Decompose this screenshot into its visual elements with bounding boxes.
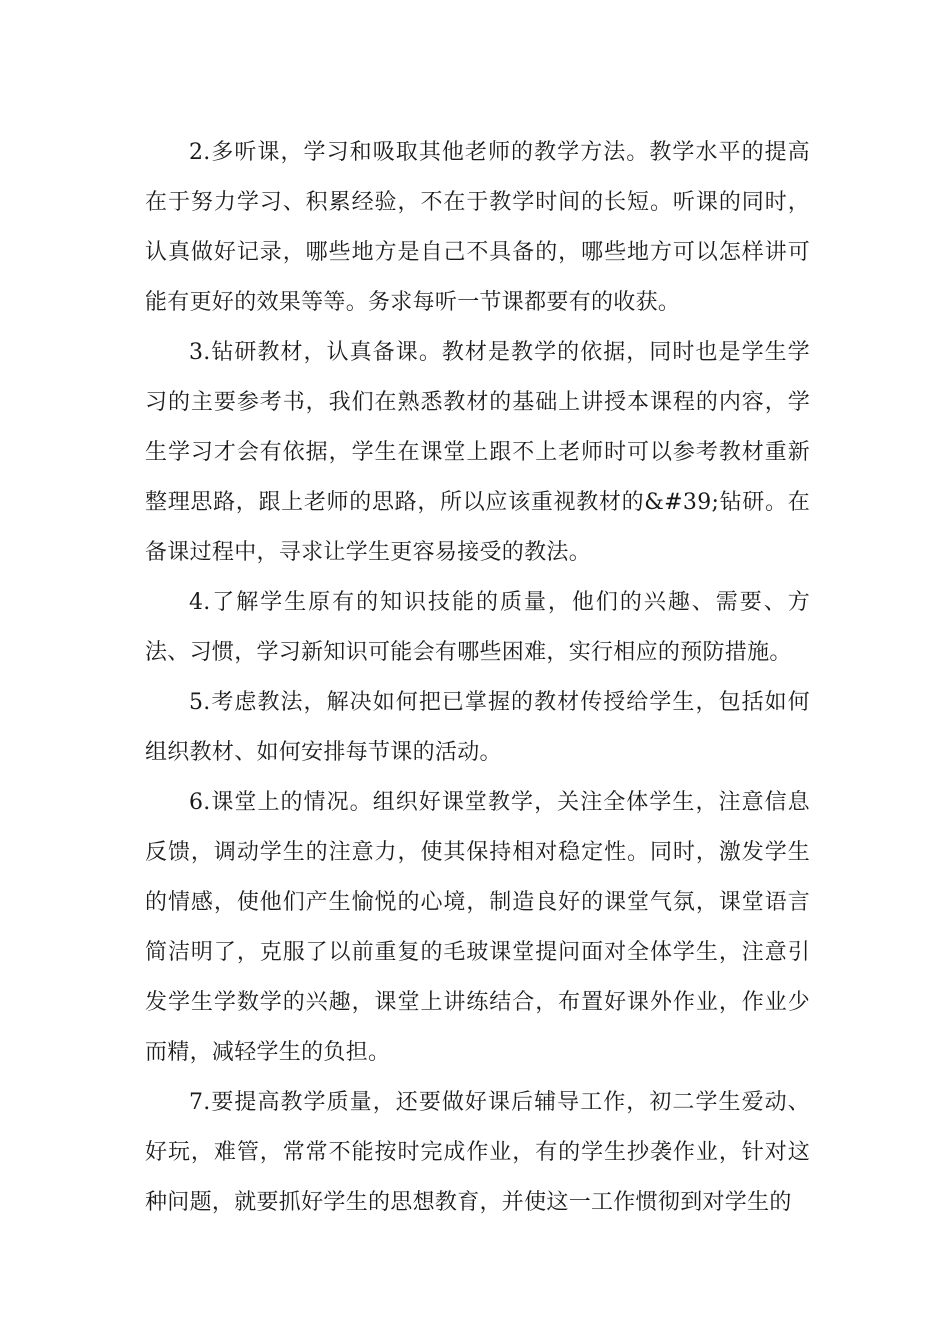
document-body <box>145 128 810 1228</box>
paragraph-2: 2.多听课，学习和吸取其他老师的教学方法。教学水平的提高在于努力学习、积累经验，不在于教学时间的长短。听课的同时，认真做好记录，哪些地方是自己不具备的，哪些地方可以怎样讲可能有更好的效果等等。务求每听一节课都要有的收获。 <box>145 140 810 315</box>
paragraph-4: 4.了解学生原有的知识技能的质量，他们的兴趣、需要、方法、习惯，学习新知识可能会有哪些困难，实行相应的预防措施。 <box>145 590 810 665</box>
paragraph-7: 7.要提高教学质量，还要做好课后辅导工作，初二学生爱动、好玩，难管，常常不能按时完成作业，有的学生抄袭作业，针对这种问题，就要抓好学生的思想教育，并使这一工作惯彻到对学生的 <box>145 1090 810 1215</box>
paragraph-5: 5.考虑教法，解决如何把已掌握的教材传授给学生，包括如何组织教材、如何安排每节课的活动。 <box>145 690 810 765</box>
paragraph-6: 6.课堂上的情况。组织好课堂教学，关注全体学生，注意信息反馈，调动学生的注意力，使其保持相对稳定性。同时，激发学生的情感，使他们产生愉悦的心境，制造良好的课堂气氛，课堂语言简洁明了，克服了以前重复的毛玻课堂提问面对全体学生，注意引发学生学数学的兴趣，课堂上讲练结合，布置好课外作业，作业少而精，减轻学生的负担。 <box>145 790 810 1065</box>
paragraph-3: 3.钻研教材，认真备课。教材是教学的依据，同时也是学生学习的主要参考书，我们在熟悉教材的基础上讲授本课程的内容，学生学习才会有依据，学生在课堂上跟不上老师时可以参考教材重新整理思路，跟上老师的思路，所以应该重视教材的&#39;钻研。在备课过程中，寻求让学生更容易接受的教法。 <box>145 340 810 565</box>
